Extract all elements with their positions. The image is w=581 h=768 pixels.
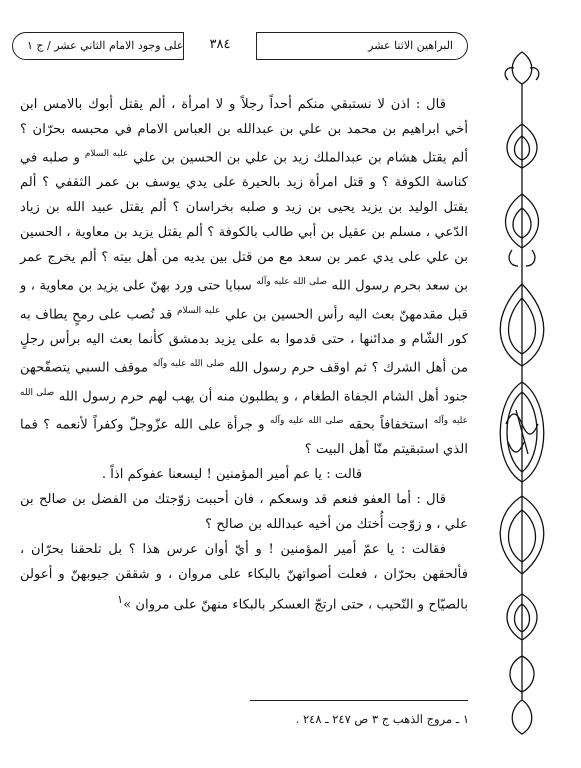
footnote-ref: ١: [117, 593, 124, 607]
page-number: ٣٨٤: [183, 32, 257, 60]
honorific-mark: صلى الله عليه وآله: [20, 387, 469, 426]
text-segment: قال : اذن لا نستبقي منكم أحداً رجلاً و لا امرأة ، ألم يقتل أبوك بالامس ابن أخي ابراهيم بن محمد بن علي بن عبدالله بن العباس الامام في محبسه بحرّان ؟ ألم يقتل هشام بن عبدالملك زيد بن علي بن الحسين بن علي: [20, 97, 468, 166]
text-segment: فقالت : يا عمّ أمير المؤمنين ! و أيّ أوان عرس هذا ؟ بل تلحقنا بحرّان ، فألحقهن بحرّان ، فعلت أصواتهنّ بالبكاء على مروان ، و شققن جيوبهنّ و أعولن بالصيّاح و النّحيب ، حتى ارتجّ العسكر بالبكاء منهنّ على مروان »: [20, 542, 468, 613]
honorific-mark: عليه السلام: [176, 305, 221, 316]
footnote-divider: [250, 700, 468, 701]
honorific-mark: صلى الله عليه وآله: [152, 359, 225, 370]
header-section-title: على وجود الامام الثاني عشر / ج ١: [27, 39, 184, 52]
text-segment: استخفافاً بحقه: [348, 417, 429, 433]
text-segment: سبايا حتى ورد بهنّ على يزيد بن معاوية ، و قبل مقدمهنّ بعث اليه رأس الحسين بن علي: [20, 278, 468, 323]
text-segment: و جرأة على الله عزّوجلّ وكفراً لأنعمه ؟ فما الذي استبقيتم منّا أهل البيت ؟: [20, 417, 468, 458]
text-segment: قد نُصب على رمحٍ يطاف به كور الشّام و مدائنها ، حتى قدموا به على يزيد بدمشق كأنما بعث اليه برأس رجلٍ من أهل الشرك ؟ ثم اوقف حرم رسول الله: [20, 307, 469, 376]
header-book-title: البراهين الاثنا عشر: [368, 39, 453, 52]
footnote: ١ ـ مروج الذهب ج ٣ ص ٢٤٧ ـ ٢٤٨ .: [295, 712, 469, 726]
paragraph-1: [20, 92, 468, 462]
honorific-mark: عليه السلام: [84, 149, 129, 159]
text-segment: و صلبه في كناسة الكوفة ؟ و قتل امرأة زيد بالحيرة على يدي يوسف بن عمر الثقفي ؟ ألم يقتل الوليد بن يزيد يحيى بن زيد و صلبه بخراسان ؟ ألم يقتل عبيد الله بن زياد الدّعي ، مسلم بن عقيل بن أبي طالب بالكوفة ؟ ألم يقتل يزيد بن معاوية ، الحسين بن علي على يدي عمر بن سعد مع من قتل بين يديه من أهل بيته ؟ ألم يخرج عمر بن سعد بحرم رسول الله: [20, 150, 468, 294]
paragraph-3: قال : أما العفو فنعم قد وسعكم ، فان أحببت زوّجتك من الفضل بن صالح بن علي ، و زوّجت أُختك من أخيه عبدالله بن صالح ؟: [20, 492, 468, 533]
running-header: [12, 32, 468, 60]
honorific-mark: صلى الله عليه وآله: [269, 415, 344, 426]
ornamental-border: [486, 44, 558, 740]
paragraph-2: قالت : يا عم أمير المؤمنين ! ليسعنا عفوكم اذاً .: [101, 467, 363, 483]
paragraph-4: [20, 537, 468, 617]
honorific-mark: صلى الله عليه وآله: [256, 277, 328, 288]
main-text: [20, 92, 468, 618]
text-segment: موقف السبي يتصفّحهن جنود أهل الشام الجفاة الطغام ، و يطلبون منه أن يهب لهم حرم رسول الله: [20, 360, 468, 404]
